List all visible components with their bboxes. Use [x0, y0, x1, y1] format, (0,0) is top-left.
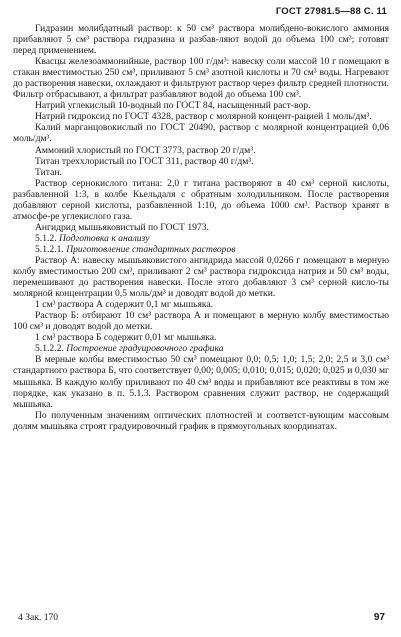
section-number: 5.1.2.2.: [35, 343, 64, 355]
section-heading: [13, 233, 389, 244]
section-number: 5.1.2.: [35, 232, 57, 244]
section-number: 5.1.2.1.: [35, 243, 64, 255]
paragraph: Титан треххлористый по ГОСТ 311, раствор 40 г/дм³.: [35, 155, 254, 167]
paragraph: Раствор сернокислого титана: 2,0 г титана растворяют в 40 см³ серной кислоты, разбавленной 1:3, в колбе Кьельдаля с обратным холодильником. После растворения добавляют серной кислоты, разбавленной 1:10, до объема 1000 см³. Раствор хранят в атмосфе-ре углекислого газа.: [13, 177, 389, 222]
paragraph: Квасцы железоаммонийные, раствор 100 г/дм³: навеску соли массой 10 г помещают в стакан вместимостью 250 см³, приливают 5 см³ азотной кислоты и 70 см³ воды. Нагревают до растворения навески, охлаждают и фильтруют раствор через фильтр средней плотности. Фильтр отбрасывают, а фильтрат разбавляют водой до объема 100 см³.: [13, 56, 389, 101]
print-order-note: 4 Зак. 170: [18, 612, 59, 623]
section-heading: [13, 343, 389, 354]
section-heading: [13, 244, 389, 255]
section-title: Построение градуировочного графика: [66, 343, 224, 355]
paragraph: По полученным значениям оптических плотностей и соответст-вующим массовым долям мышьяка строят градуировочный график в прямоугольных координатах.: [13, 409, 389, 432]
paragraph: Раствор А: навеску мышьяковистого ангидрида массой 0,0266 г помещают в мерную колбу вместимостью 200 см³, приливают 2 см³ раствора гидроксида натрия и 50 см³ воды, перемешивают до растворения навески. После этого добавляют 3 см³ серной кисло-ты молярной концентрации 0,5 моль/дм³ и доводят водой до метки.: [13, 254, 389, 300]
paragraph: В мерные колбы вместимостью 50 см³ помещают 0,0; 0,5; 1,0; 1,5; 2,0; 2,5 и 3,0 см³ стандартного раствора Б, что соответствует 0,00; 0,005; 0,010; 0,015; 0,020; 0,025 и 0,030 мг мышьяка. В каждую колбу приливают по 40 см³ воды и прибавляют все реактивы в том же порядке, как указано в п. 5.1.3. Раствором сравнения служит раствор, не содержащий мышьяка.: [13, 354, 389, 410]
section-title: Приготовление стандартных растворов: [66, 243, 236, 255]
paragraph: Ангидрид мышьяковистый по ГОСТ 1973.: [35, 221, 209, 233]
paragraph: Раствор Б: отбирают 10 см³ раствора А и помещают в мерную колбу вместимостью 100 см³ и доводят водой до метки.: [13, 310, 389, 333]
paragraph: Натрий гидроксид по ГОСТ 4328, раствор с молярной концент-рацией 1 моль/дм³.: [35, 111, 372, 123]
paragraph: Титан.: [35, 166, 62, 178]
document-body: [13, 23, 389, 432]
page-footer: [18, 612, 385, 623]
section-title: Подготовка к анализу: [59, 232, 150, 244]
paragraph: Калий марганцовокислый по ГОСТ 20490, раствор с молярной концентрацией 0,06 моль/дм³.: [13, 122, 389, 145]
paragraph: Натрий углекислый 10-водный по ГОСТ 84, насыщенный раст-вор.: [35, 100, 311, 112]
paragraph: Гидразин молибдатный раствор: к 50 см³ раствора молибдено-вокислого аммония прибавляют 5 см³ раствора гидразина и разбав-ляют водой до объема 100 см³; готовят перед применением.: [13, 23, 389, 57]
page-header: ГОСТ 27981.5—88 С. 11: [275, 6, 387, 17]
paragraph: Аммоний хлористый по ГОСТ 3773, раствор 20 г/дм³.: [35, 144, 256, 156]
paragraph: 1 см³ раствора А содержит 0,1 мг мышьяка.: [35, 299, 214, 311]
page-number: 97: [373, 612, 385, 623]
paragraph: 1 см³ раствора Б содержит 0,01 мг мышьяка.: [35, 332, 217, 344]
